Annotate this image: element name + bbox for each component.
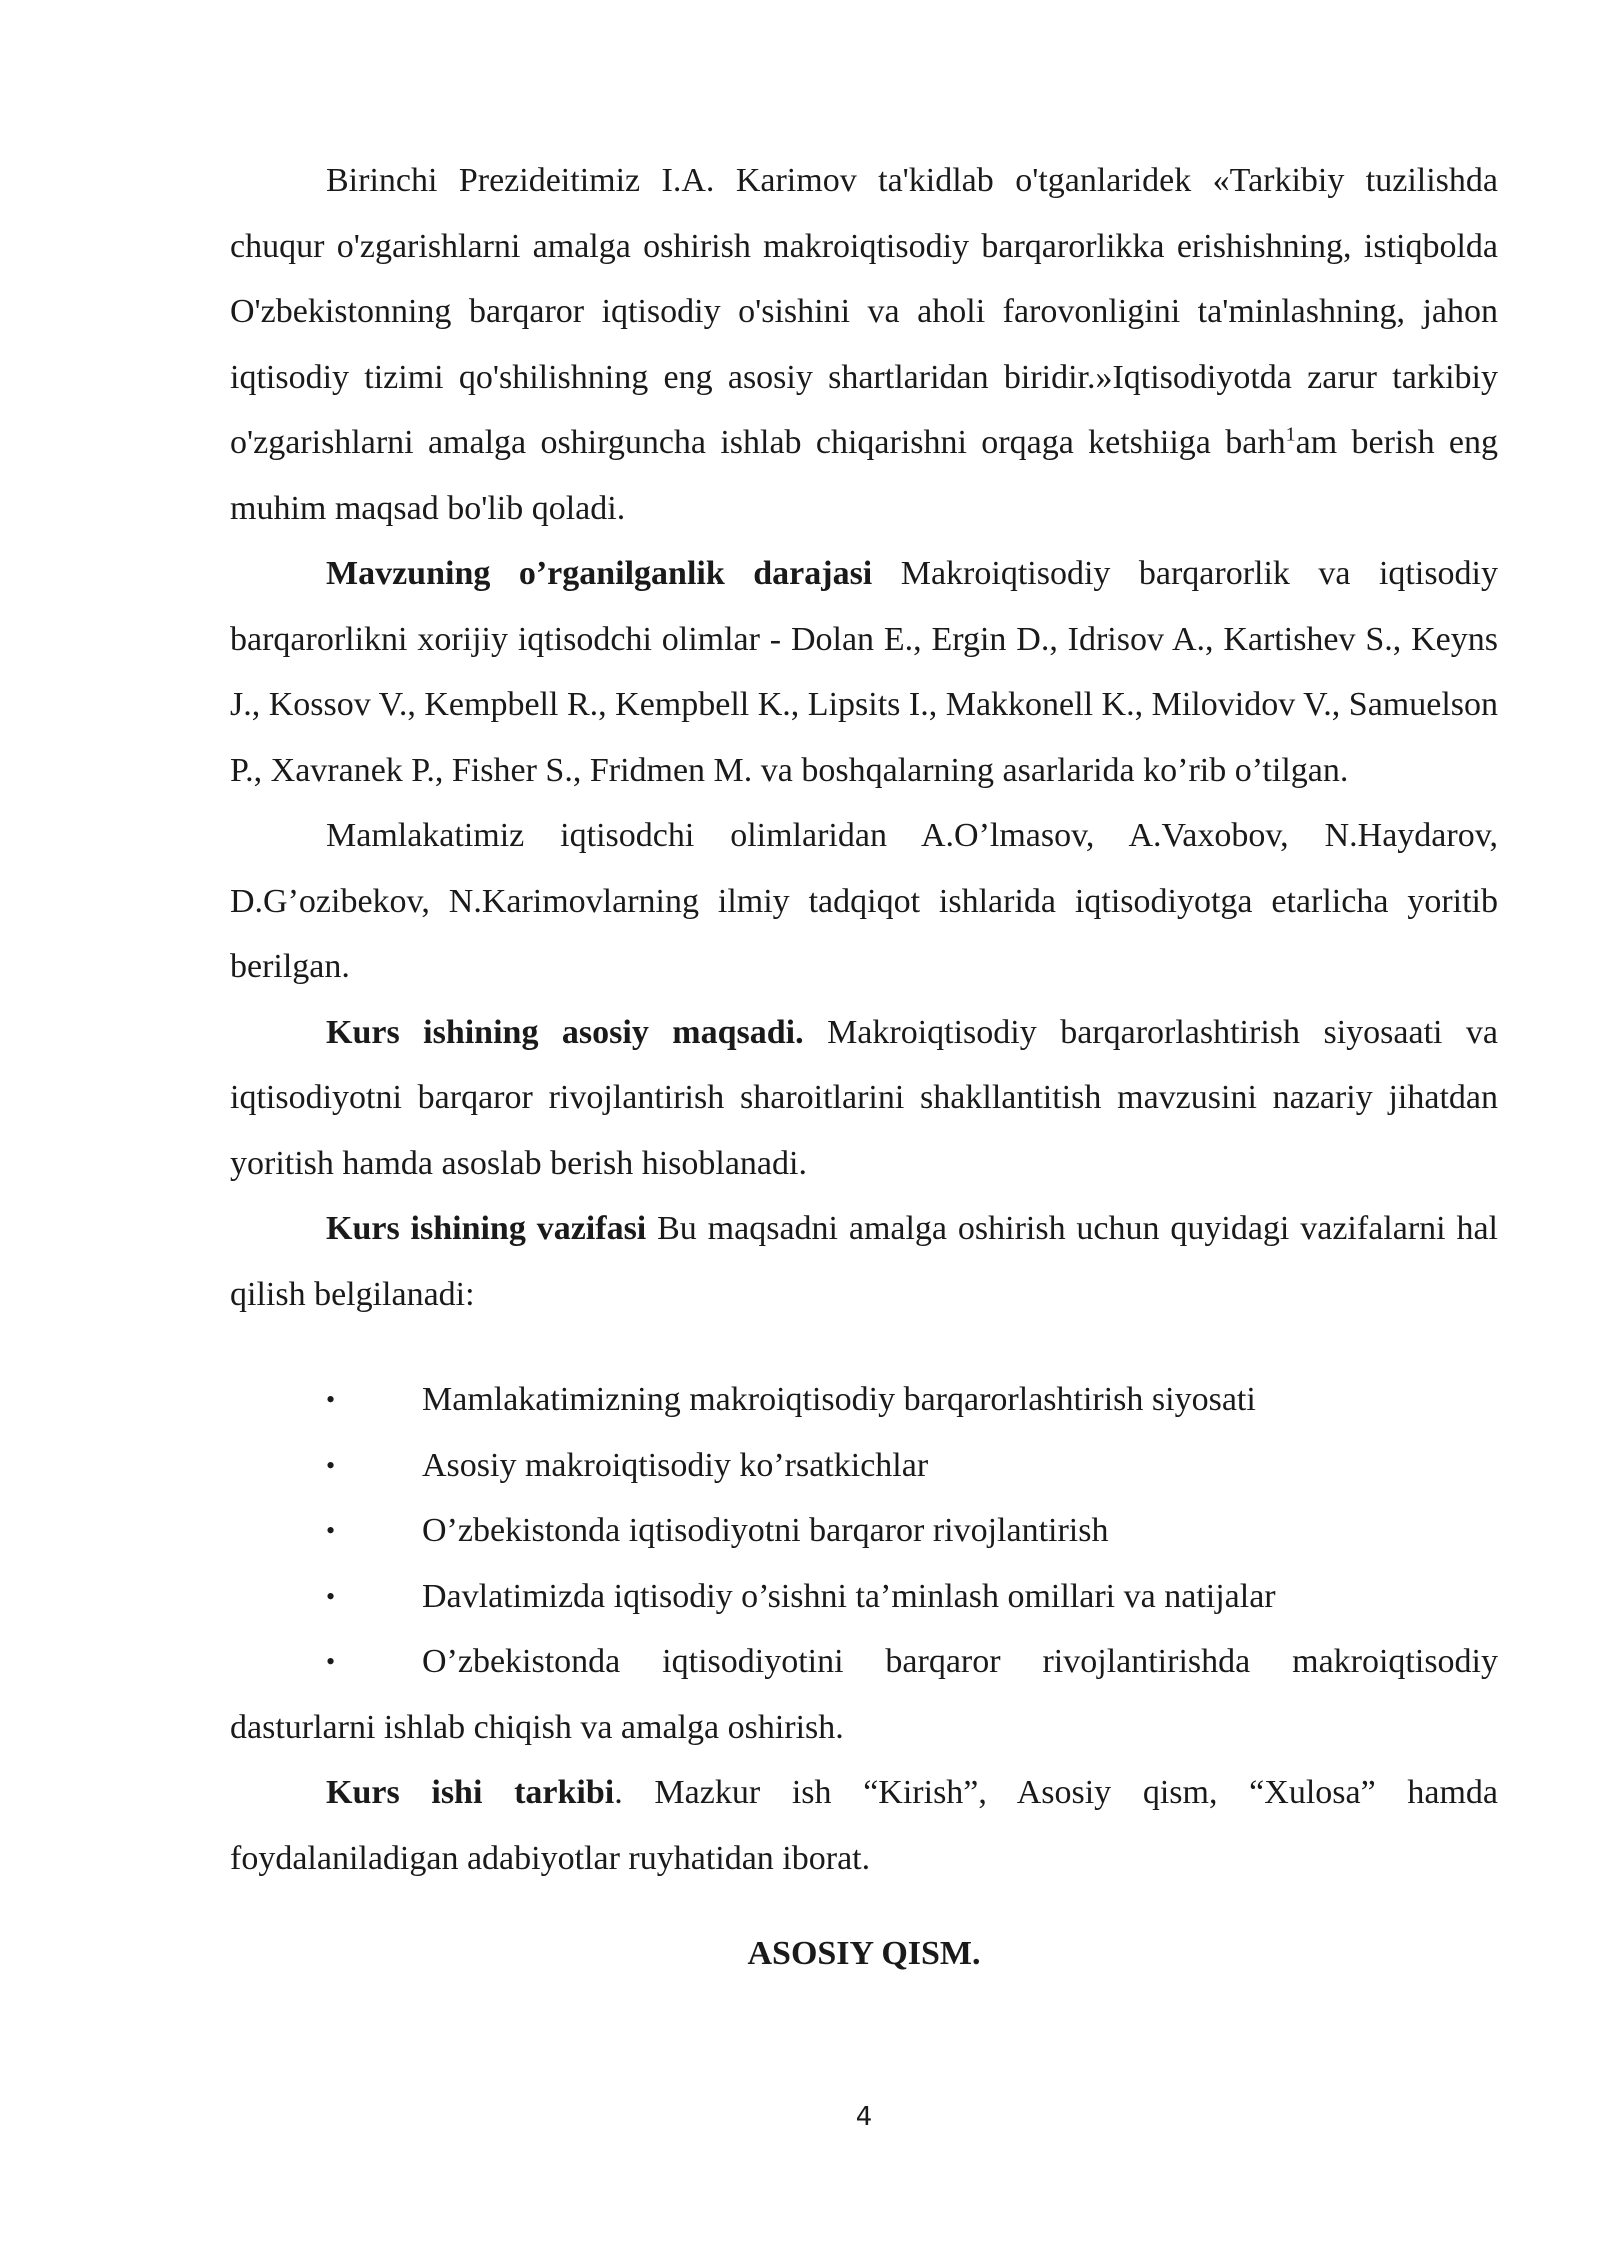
list-item: [230, 1433, 1498, 1499]
study-degree-heading: Mavzuning o’rganilganlik darajasi: [326, 555, 873, 592]
list-item: [230, 1564, 1498, 1630]
intro-paragraph: [230, 148, 1498, 541]
goal-heading: Kurs ishining asosiy maqsadi.: [326, 1013, 804, 1051]
intro-text-start: Birinchi Prezideitimiz I.A. Karimov ta'kidlab o'tganlaridek «Tarkibiy tuzilishda chuqur o'zgarishlarni amalga oshirish makroiqtisodiy barqarorlikka erishishning, istiqbolda O'zbekistonning barqaror iqtisodiy o'sishini va aholi farovonligini ta'minlashning, jahon iqtisodiy tizimi qo'shilishning eng asosiy shartlaridan biridir.»Iqtisodiyotda zarur tarkibiy o'zgarishlarni amalga oshirguncha ishlab chiqarishni orqaga ketshiiga barh: [230, 162, 1498, 461]
list-item-text: Davlatimizda iqtisodiy o’sishni ta’minlash omillari va natijalar: [422, 1577, 1276, 1615]
intro-text-end: am berish eng muhim maqsad bo'lib qoladi.: [230, 424, 1499, 527]
list-item-text: O’zbekistonda iqtisodiyotini barqaror rivojlantirishda makroiqtisodiy dasturlarni ishlab chiqish va amalga oshirish.: [230, 1643, 1498, 1746]
goal-paragraph: [230, 1000, 1498, 1197]
structure-heading: Kurs ishi tarkibi: [326, 1774, 615, 1811]
local-scholars-paragraph: [230, 803, 1498, 1000]
document-page: [230, 148, 1498, 1979]
footnote-marker: 1: [1285, 423, 1296, 446]
list-item-text: O’zbekistonda iqtisodiyotni barqaror rivojlantirish: [422, 1512, 1109, 1549]
tasks-paragraph: [230, 1196, 1498, 1327]
structure-paragraph: [230, 1760, 1498, 1891]
list-item: [230, 1629, 1498, 1760]
bullet-icon: •: [326, 1516, 336, 1545]
bullet-icon: •: [326, 1581, 336, 1611]
bullet-icon: •: [326, 1385, 336, 1414]
tasks-list: [230, 1367, 1498, 1760]
section-title: ASOSIY QISM.: [747, 1935, 981, 1972]
list-item-text: Asosiy makroiqtisodiy ko’rsatkichlar: [422, 1446, 929, 1484]
goal-text: Makroiqtisodiy barqarorlashtirish siyosaati va iqtisodiyotni barqaror rivojlantirish sharoitlarini shakllantitish mavzusini nazariy jihatdan yoritish hamda asoslab berish hisoblanadi.: [230, 1013, 1499, 1182]
list-item-text: Mamlakatimizning makroiqtisodiy barqarorlashtirish siyosati: [422, 1381, 1256, 1418]
tasks-text: Bu maqsadni amalga oshirish uchun quyidagi vazifalarni hal qilish belgilanadi:: [230, 1210, 1498, 1313]
study-degree-text: Makroiqtisodiy barqarorlik va iqtisodiy barqarorlikni xorijiy iqtisodchi olimlar - Dolan E., Ergin D., Idrisov A., Kartishev S., Keyns J., Kossov V., Kempbell R., Kempbell K., Lipsits I., Makkonell K., Milovidov V., Samuelson P., Xavranek P., Fisher S., Fridmen M. va boshqalarning asarlarida ko’rib o’tilgan.: [230, 555, 1498, 789]
list-item: [230, 1367, 1498, 1433]
local-scholars-text: Mamlakatimiz iqtisodchi olimlaridan A.O’lmasov, A.Vaxobov, N.Haydarov, D.G’ozibekov, N.Karimovlarning ilmiy tadqiqot ishlarida iqtisodiyotga etarlicha yoritib berilgan.: [230, 817, 1498, 985]
tasks-heading: Kurs ishining vazifasi: [326, 1210, 647, 1247]
list-item: [230, 1498, 1498, 1564]
page-number: 4: [855, 2102, 873, 2132]
study-degree-paragraph: [230, 541, 1498, 803]
bullet-icon: •: [326, 1647, 336, 1676]
structure-text: . Mazkur ish “Kirish”, Asosiy qism, “Xulosa” hamda foydalaniladigan adabiyotlar ruyhatidan iborat.: [230, 1774, 1498, 1877]
bullet-icon: •: [326, 1450, 336, 1480]
